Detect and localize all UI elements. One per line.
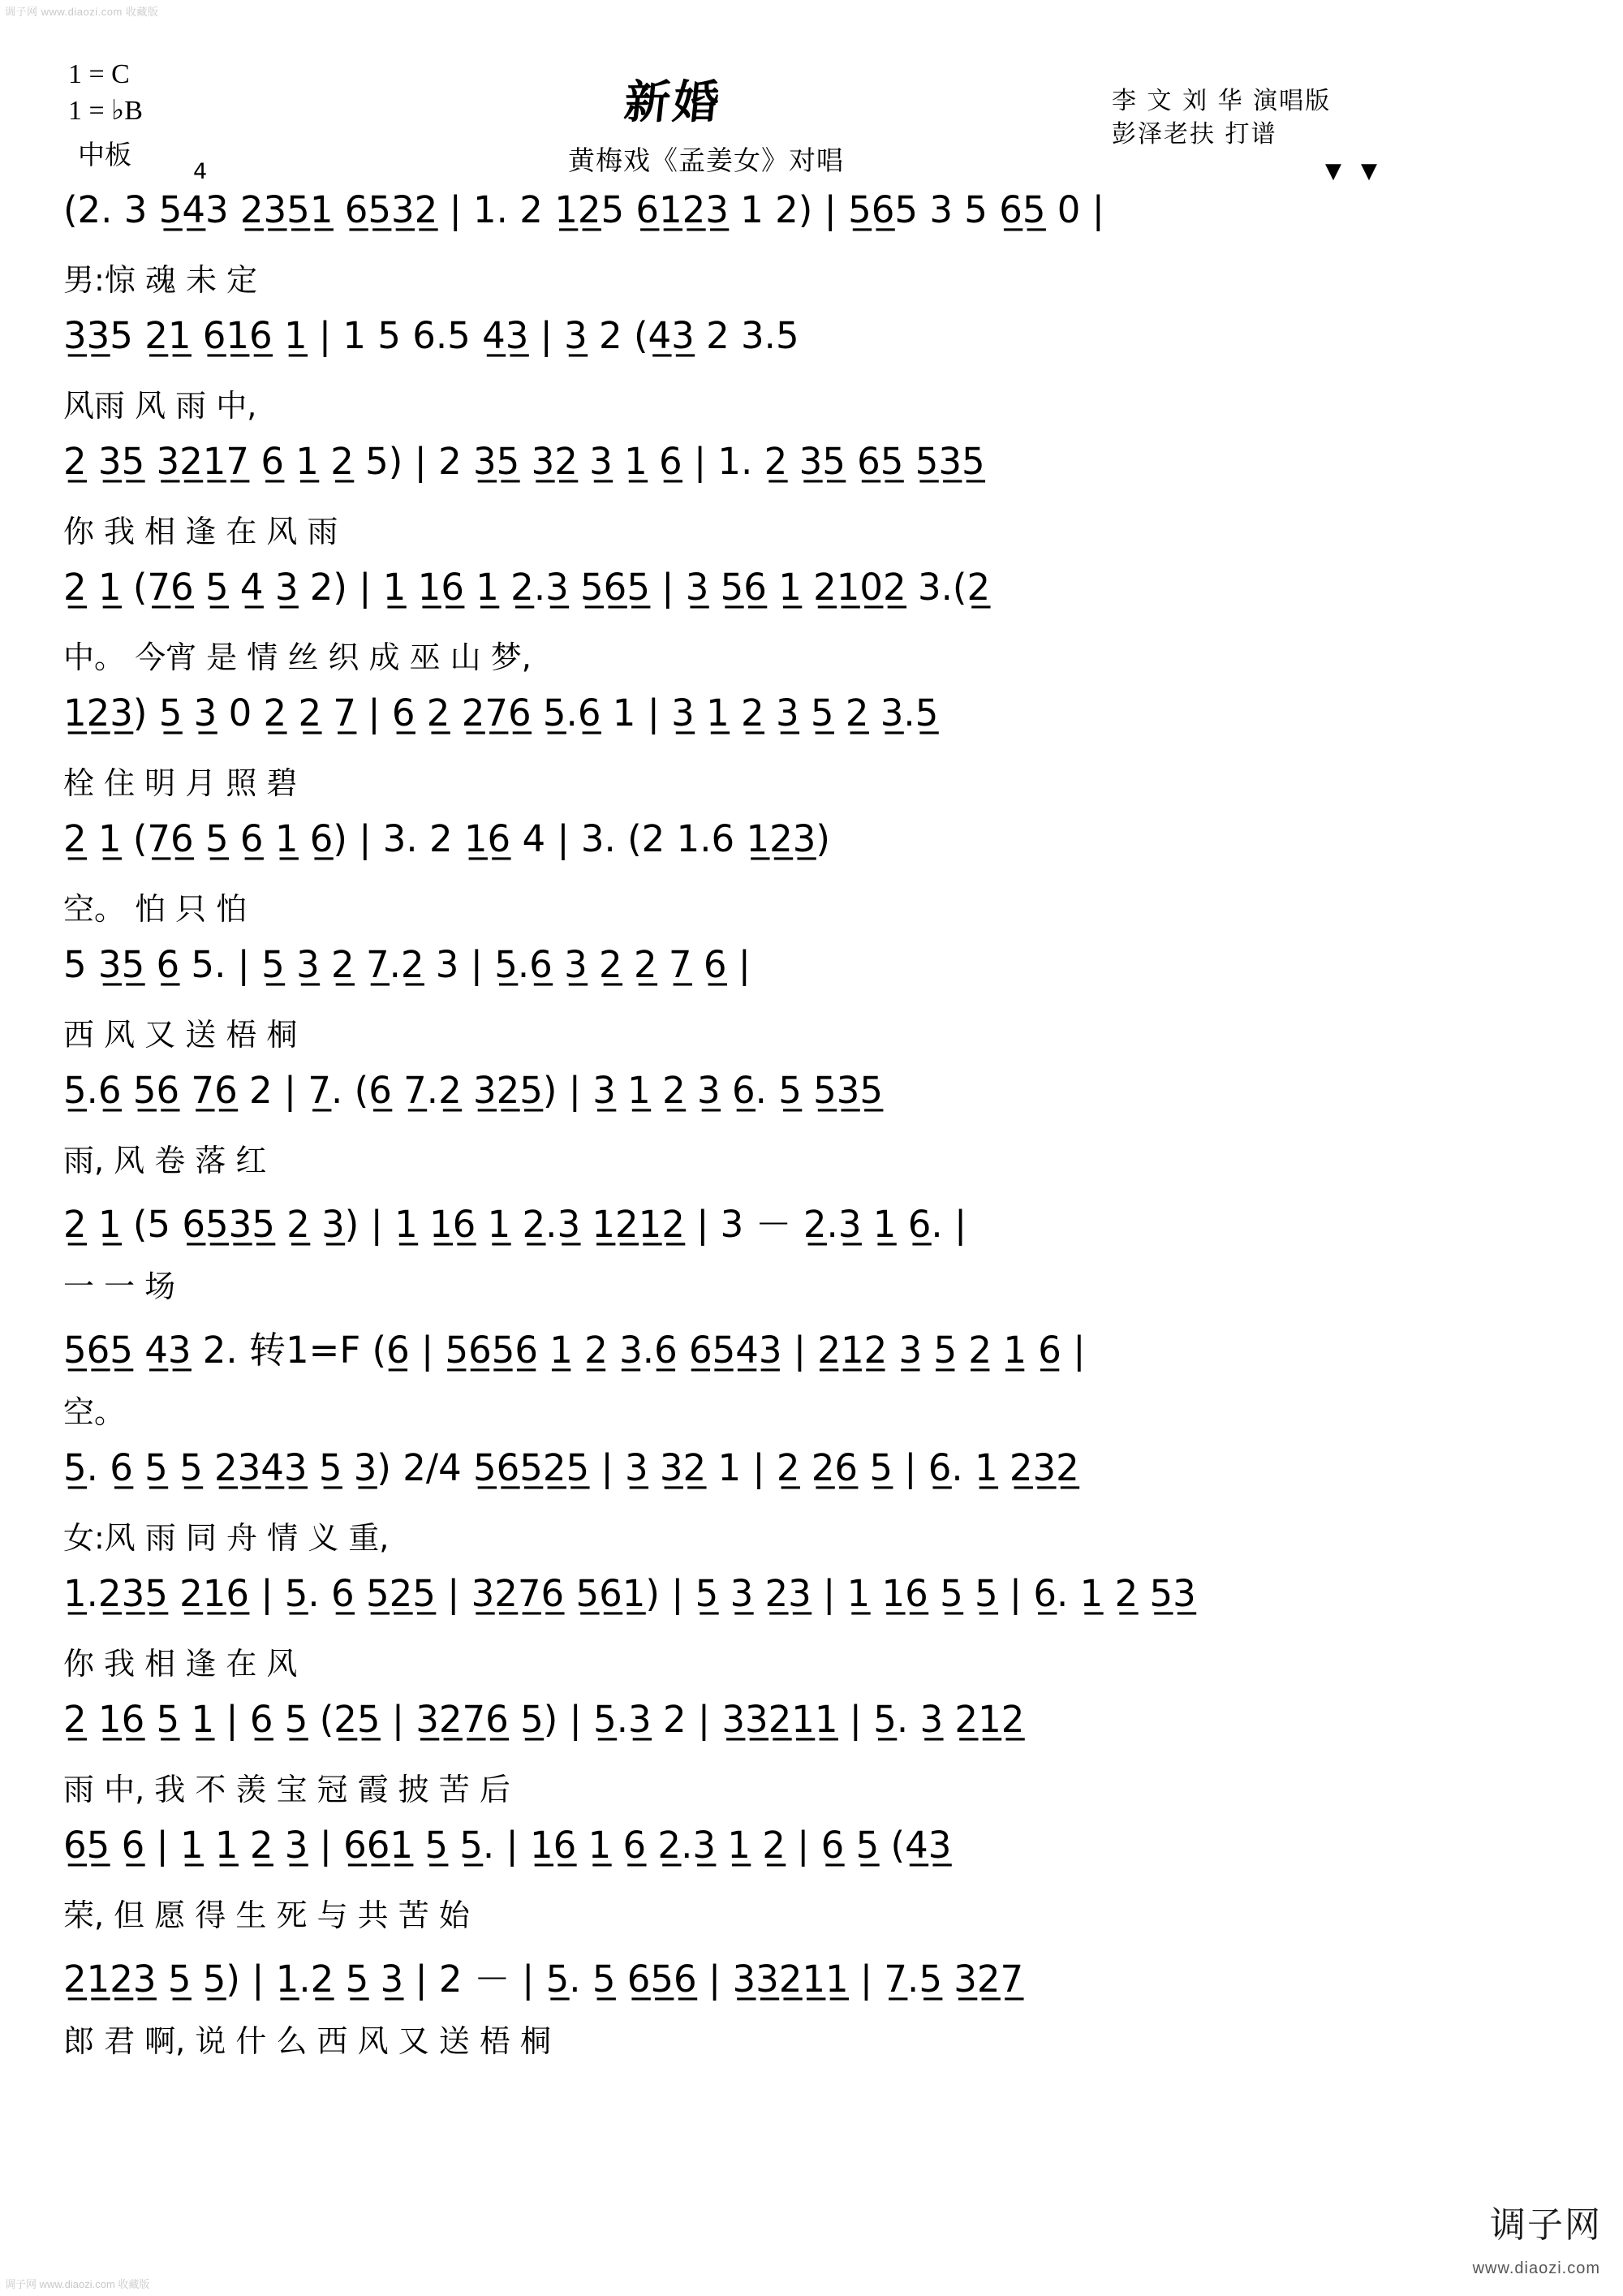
lyrics-line: 你 我 相 逢 在 风 雨 [63,514,338,549]
watermark-site: www.diaozi.com [1472,2259,1600,2277]
score-system [0,1069,1623,1195]
notation-line: 1̲2̲3̲) 5̲ 3̲ 0 2̲ 2̲ 7̲ | 6̲ 2̲ 2̲7̲6̲ 5̲.6̲ 1 | 3̲ 1̲ 2̲ 3̲ 5̲ 2̲ 3̲.5̲ [63,691,939,734]
score-system [0,314,1623,440]
notation-line: 2̲1̲2̲3̲ 5̲ 5̲) | 1̲.2̲ 5̲ 3̲ | 2 － | 5̲. 5̲ 6̲5̲6̲ | 3̲3̲2̲1̲1̲ | 7̲.5̲ 3̲2̲7̲ [63,1958,1024,2001]
watermark-top-left: 调子网 www.diaozi.com 收藏版 [5,6,159,18]
notation-line: 2̲ 1̲ (7̲6̲ 5̲ 6̲ 1̲ 6̲) | 3. 2 1̲6̲ 4 | 3. (2 1.6 1̲2̲3̲) [63,817,830,860]
lyrics-line: 荣, 但 愿 得 生 死 与 共 苦 始 [63,1898,470,1933]
lyrics-line: 西 风 又 送 梧 桐 [63,1017,298,1053]
notation-line: 2̲ 1̲ (7̲6̲ 5̲ 4̲ 3̲ 2) | 1̲ 1̲6̲ 1̲ 2̲.3̲ 5̲6̲5̲ | 3̲ 5̲6̲ 1̲ 2̲1̲0̲2̲ 3.(2̲ [63,566,991,609]
score-system [0,817,1623,943]
score-system [0,566,1623,691]
notation-line: 5̲. 6̲ 5̲ 5̲ 2̲3̲4̲3̲ 5̲ 3̲) 2/4 5̲6̲5̲2̲5̲ | 3̲ 3̲2̲ 1 | 2̲ 2̲6̲ 5̲ | 6̲. 1̲ 2̲3̲2̲ [63,1446,1079,1489]
page-title: 新婚 [622,75,725,129]
notation-line: (2. 3 5̲4̲3 2̲3̲5̲1̲ 6̲5̲3̲2̲ | 1. 2 1̲2̲5 6̲1̲2̲3̲ 1 2) | 5̲6̲5 3 5 6̲5̲ 0 | [63,188,1104,231]
score-system [0,440,1623,566]
lyrics-line: 雨, 风 卷 落 红 [63,1143,267,1178]
meter-fragment: 4 [193,159,208,184]
page-subtitle: 黄梅戏《孟姜女》对唱 [568,144,844,176]
lyrics-line: 雨 中, 我 不 羡 宝 冠 霞 披 苦 后 [63,1772,510,1807]
notation-line: 2̲ 3̲5̲ 3̲2̲1̲7̲ 6̲ 1̲ 2̲ 5) | 2 3̲5̲ 3̲2̲ 3̲ 1̲ 6̲ | 1. 2̲ 3̲5̲ 6̲5̲ 5̲3̲5̲ [63,440,985,483]
score-system [0,1824,1623,1949]
credit-line-1: 李 文 刘 华 演唱版 [1112,87,1332,115]
watermark-bottom-left: 调子网 www.diaozi.com 收藏版 [5,2278,150,2290]
tempo-marking: 中板 [78,139,131,170]
notation-line: 1̲.2̲3̲5̲ 2̲1̲6̲ | 5̲. 6̲ 5̲2̲5̲ | 3̲2̲7̲6̲ 5̲6̲1̲) | 5̲ 3̲ 2̲3̲ | 1̲ 1̲6̲ 5̲ 5̲ | 6̲. 1̲ 2̲ 5̲3̲ [63,1572,1196,1615]
score-body [0,188,1623,2075]
score-system [0,1320,1623,1446]
lyrics-line: 一 一 场 [63,1269,176,1304]
lyrics-line: 中。 今宵 是 情 丝 织 成 巫 山 梦, [63,640,532,675]
score-system [0,1572,1623,1698]
lyrics-line: 空。 [63,1394,126,1430]
score-system [0,1195,1623,1320]
score-system [0,943,1623,1069]
lyrics-line: 郎 君 啊, 说 什 么 西 风 又 送 梧 桐 [63,2023,551,2059]
notation-line: 6̲5̲ 6̲ | 1̲ 1̲ 2̲ 3̲ | 6̲6̲1̲ 5̲ 5̲. | 1̲6̲ 1̲ 6̲ 2̲.3̲ 1̲ 2̲ | 6̲ 5̲ (4̲3̲ [63,1824,952,1867]
watermark-brand: 调子网 [1490,2205,1602,2245]
lyrics-line: 你 我 相 逢 在 风 [63,1646,298,1682]
lyrics-line: 男:惊 魂 未 定 [63,262,258,298]
notation-line: 5 3̲5̲ 6̲ 5. | 5̲ 3̲ 2̲ 7̲.2̲ 3 | 5̲.6̲ 3̲ 2̲ 2̲ 7̲ 6̲ | [63,943,751,986]
score-system [0,1949,1623,2075]
credit-line-2: 彭泽老扶 打谱 [1112,119,1277,149]
notation-line: 2̲ 1̲6̲ 5̲ 1̲ | 6̲ 5̲ (2̲5̲ | 3̲2̲7̲6̲ 5̲) | 5̲.3̲ 2 | 3̲3̲2̲1̲1̲ | 5̲. 3̲ 2̲1̲2̲ [63,1698,1025,1741]
notation-line: 5̲.6̲ 5̲6̲ 7̲6̲ 2 | 7̲. (6̲ 7̲.2̲ 3̲2̲5̲) | 3̲ 1̲ 2̲ 3̲ 6̲. 5̲ 5̲3̲5̲ [63,1069,884,1112]
score-system [0,691,1623,817]
score-system [0,188,1623,314]
credits [1112,85,1331,152]
lyrics-line: 栓 住 明 月 照 碧 [63,765,298,801]
key-line-2: 1 = ♭B [68,95,143,126]
score-system [0,1698,1623,1824]
lyrics-line: 风雨 风 雨 中, [63,388,257,424]
key-signature-block [68,57,143,130]
key-line-1: 1 = C [68,59,130,89]
breath-marks: ▼▼ [1325,159,1397,183]
notation-line: 3̲3̲5 2̲1̲ 6̲1̲6̲ 1̲ | 1 5 6.5 4̲3̲ | 3̲ 2 (4̲3̲ 2 3.5 [63,314,799,357]
score-system [0,1446,1623,1572]
lyrics-line: 女:风 雨 同 舟 情 义 重, [63,1520,390,1556]
lyrics-line: 空。 怕 只 怕 [63,891,248,927]
notation-line: 2̲ 1̲ (5 6̲5̲3̲5̲ 2̲ 3̲) | 1̲ 1̲6̲ 1̲ 2̲.3̲ 1̲2̲1̲2̲ | 3 － 2̲.3̲ 1̲ 6̲. | [63,1203,967,1246]
notation-line: 5̲6̲5̲ 4̲3̲ 2. 转1=F (6̲ | 5̲6̲5̲6̲ 1̲ 2̲ 3̲.6̲ 6̲5̲4̲3̲ | 2̲1̲2̲ 3̲ 5̲ 2̲ 1̲ 6̲ | [63,1329,1086,1372]
